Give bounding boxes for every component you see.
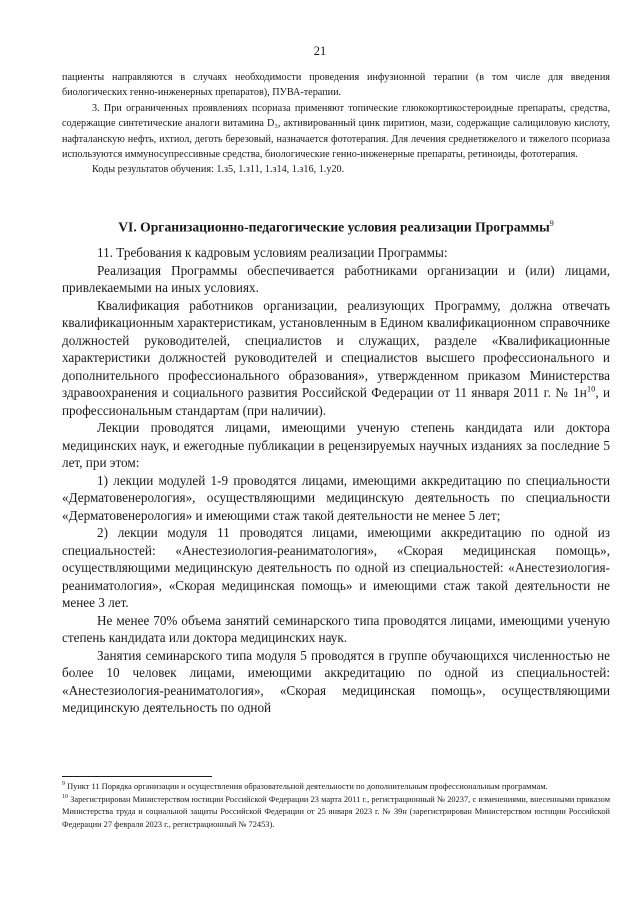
body-paragraph-7: Не менее 70% объема занятий семинарского типа проводятся лицами, имеющими ученую степень кандидата или доктора медицинских наук.	[62, 612, 610, 645]
body-paragraph-3-text: Квалификация работников организации, реализующих Программу, должна отвечать квалификационным характеристикам, установленным в Едином квалификационном справочнике должностей руководителей, специалистов и служащих, разделе «Квалификационные характеристики должностей руководителей и специалистов высшего профессионального и дополнительного профессионального образования», утвержденном приказом Министерства здравоохранения и социального развития Российской Федерации от 11 января 2011 г. № 1н	[62, 297, 610, 400]
footnote-10-number: 10	[62, 793, 68, 800]
body-paragraph-3-tail: , и профессиональным стандартам (при наличии).	[62, 385, 611, 418]
footnotes	[62, 781, 610, 831]
body-paragraph-5: 1) лекции модулей 1-9 проводятся лицами, имеющими аккредитацию по специальности «Дерматовенерология», осуществляющими медицинскую деятельность по специальности «Дерматовенерология» и имеющими стаж такой деятельности не менее 5 лет;	[62, 472, 610, 523]
section-heading-text: VI. Организационно-педагогические условия реализации Программы	[118, 219, 550, 235]
footnote-9-text: Пункт 11 Порядка организации и осуществления образовательной деятельности по дополнительным профессиональным программам.	[65, 782, 548, 791]
footnote-ref-10: 10	[586, 383, 596, 394]
footnote-separator	[62, 776, 212, 777]
body-paragraph-2: Реализация Программы обеспечивается работниками организации и (или) лицами, привлекаемыми на иных условиях.	[62, 262, 610, 295]
body-paragraph-6: 2) лекции модуля 11 проводятся лицами, имеющими аккредитацию по одной из специальностей: «Анестезиология-реаниматология», «Скорая медицинская помощь», осуществляющими медицинскую деятельность по одной из специальностей: «Анестезиология-реаниматология», «Скорая медицинская помощь» и имеющими стаж такой деятельности не менее 3 лет.	[62, 525, 610, 610]
section-heading	[62, 219, 610, 236]
top-paragraph-1: пациенты направляются в случаях необходимости проведения инфузионной терапии (в том числе для введения биологических генно-инженерных препаратов), ПУВА-терапии.	[62, 72, 610, 99]
footnote-9-number: 9	[62, 781, 65, 788]
footnote-9	[62, 781, 610, 794]
body-paragraph-4: Лекции проводятся лицами, имеющими ученую степень кандидата или доктора медицинских наук, и ежегодные публикации в рецензируемых научных изданиях за последние 5 лет, при этом:	[62, 420, 610, 470]
footnote-10-text: Зарегистрирован Министерством юстиции Российской Федерации 23 марта 2011 г., регистрационный № 20237, с изменениями, внесенными приказом Министерства труда и социальной защиты Российской Федерации от 25 января 2023 г. № 39н (зарегистрирован Министерством юстиции Российской Федерации 27 февраля 2023 г., регистрационный № 72453).	[62, 794, 610, 829]
footnote-10	[62, 794, 610, 832]
top-section	[62, 70, 610, 178]
main-body	[62, 244, 610, 717]
learning-result-codes: Коды результатов обучения: 1.з5, 1.з11, 1.з14, 1.з16, 1.у20.	[92, 164, 345, 176]
top-paragraph-2: 3. При ограниченных проявлениях псориаза применяют топические глюкокортикостероидные препараты, средства, содержащие синтетические аналоги витамина D₃, активированный цинк пиритион, мази, содержащие салициловую кислоту, нафталанскую нефть, ихтиол, деготь березовый, назначается фототерапия. Для лечения среднетяжелого и тяжелого псориаза используются иммуносупрессивные средства, биологические генно-инженерные препараты, ретиноиды, фототерапия.	[62, 102, 610, 161]
body-paragraph-3	[62, 297, 610, 420]
footnote-ref-9: 9	[549, 219, 554, 228]
body-paragraph-1: 11. Требования к кадровым условиям реализации Программы:	[97, 245, 448, 260]
body-paragraph-8: Занятия семинарского типа модуля 5 проводятся в группе обучающихся численностью не более 10 человек лицами, имеющими аккредитацию по одной из специальностей: «Анестезиология-реаниматология», «Скорая медицинская помощь», осуществляющими медицинскую деятельность по одной	[62, 647, 610, 715]
page-number: 21	[313, 44, 327, 58]
